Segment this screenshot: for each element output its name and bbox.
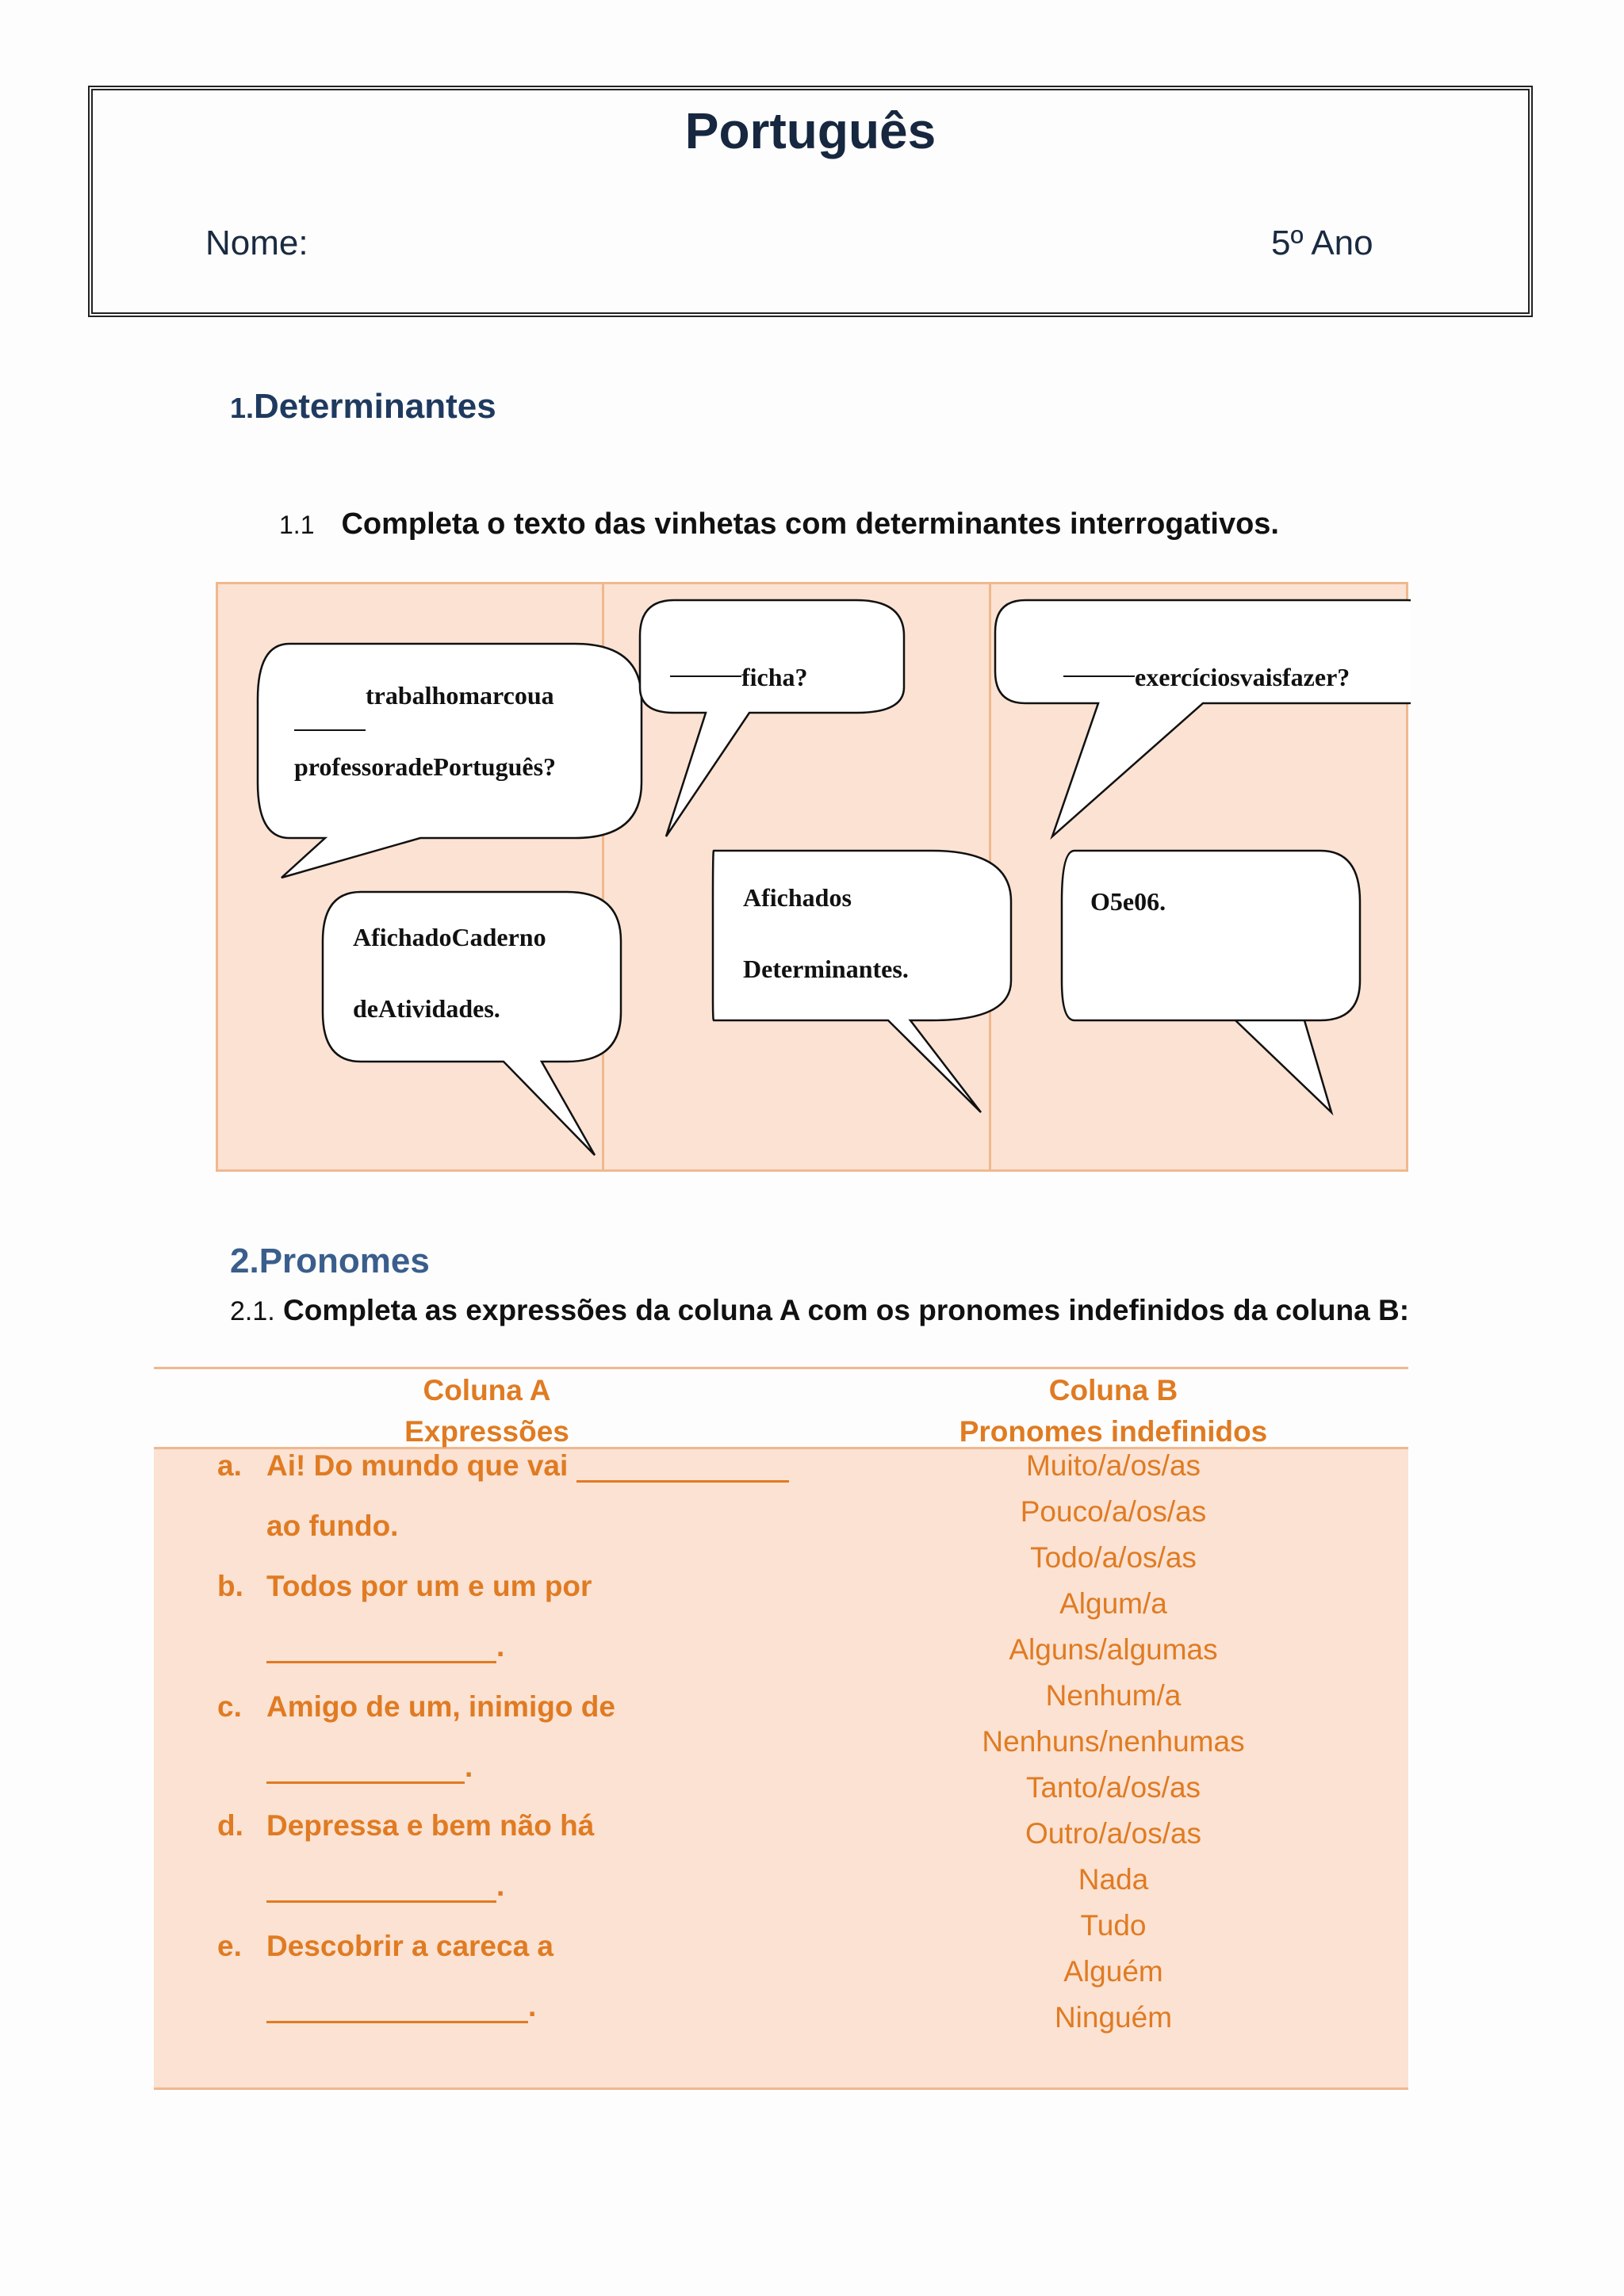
page-title: Português [684, 102, 936, 159]
answer-blank-b[interactable] [266, 1636, 496, 1663]
question-1-1-text: Completa o texto das vinhetas com determinantes interrogativos. [341, 507, 1279, 541]
answer-blank-c[interactable] [266, 1756, 465, 1784]
year-label: 5º Ano [1271, 224, 1373, 262]
answer-blank-1[interactable] [294, 706, 366, 731]
section1-number: 1. [230, 392, 255, 424]
bubble-2-text: AfichadoCaderno deAtividades. [353, 923, 546, 1023]
answer-blank-2[interactable] [670, 652, 741, 677]
pronoun-item: Alguns/algumas [1009, 1633, 1218, 1666]
bubble-6-text: O5e06. [1090, 887, 1166, 916]
pronoun-item: Tudo [1080, 1909, 1147, 1942]
pronoun-item: Pouco/a/os/as [1020, 1495, 1207, 1528]
header-box [88, 86, 1533, 317]
answer-blank-d[interactable] [266, 1875, 496, 1903]
pronoun-item: Nenhuns/nenhumas [982, 1725, 1245, 1758]
pronoun-item: Muito/a/os/as [1025, 1449, 1201, 1482]
answer-blank-3[interactable] [1063, 652, 1135, 677]
pronoun-item: Todo/a/os/as [1030, 1541, 1197, 1574]
question-1-1-number: 1.1 [279, 511, 315, 539]
answer-blank-e[interactable] [266, 1996, 528, 2023]
section1-title: Determinantes [254, 387, 496, 426]
pronoun-item: Ninguém [1054, 2001, 1173, 2034]
name-label: Nome: [205, 224, 308, 262]
section1-heading [230, 387, 496, 427]
pronoun-item: Nada [1078, 1863, 1149, 1896]
comic-strip [216, 582, 1408, 1172]
section2-title: 2.Pronomes [230, 1242, 430, 1280]
answer-blank-a[interactable] [576, 1455, 789, 1483]
table-bottom-border [154, 2087, 1408, 2090]
bubble-1-text: trabalhomarcoua professoradePortuguês? [294, 681, 557, 781]
question-2-1-text: Completa as expressões da coluna A com os pronomes indefinidos da coluna B: [283, 1294, 1410, 1326]
pronoun-item: Outro/a/os/as [1025, 1817, 1202, 1850]
pronoun-item: Alguém [1063, 1955, 1163, 1988]
column-b-header: Coluna B Pronomes indefinidos [959, 1374, 1268, 1448]
bubble-4-text: Afichados Determinantes. [743, 883, 909, 983]
question-2-1 [230, 1294, 1409, 1327]
pronoun-item: Nenhum/a [1045, 1679, 1182, 1712]
table-top-border [154, 1367, 1408, 1369]
column-a-header: Coluna A Expressões [404, 1374, 569, 1448]
pronoun-item: Tanto/a/os/as [1025, 1771, 1201, 1804]
bubble-5-text: exercíciosvaisfazer? [1063, 616, 1350, 677]
bubble-3-text: ficha? [670, 616, 808, 677]
question-1-1 [279, 507, 1279, 541]
pronouns-table: Coluna A Expressões Coluna B Pronomes indefinidos a. Ai! Do mundo que vai ao fundo. b. Todos por um e um por . c. Amigo de um, inimigo de . d. Depressa e bem não há . e. Descobrir a careca a . Muito/a/os/as Pouco/a/os/as Todo/a/os/as Algum/a Alguns/algumas Nenhum/a Nenhuns/nenhumas Tanto/a/os/as Outro/a/os/as Nada Tudo Alguém Ninguém [154, 1367, 1408, 2090]
question-2-1-number: 2.1. [230, 1296, 275, 1326]
pronoun-item: Algum/a [1059, 1587, 1167, 1620]
